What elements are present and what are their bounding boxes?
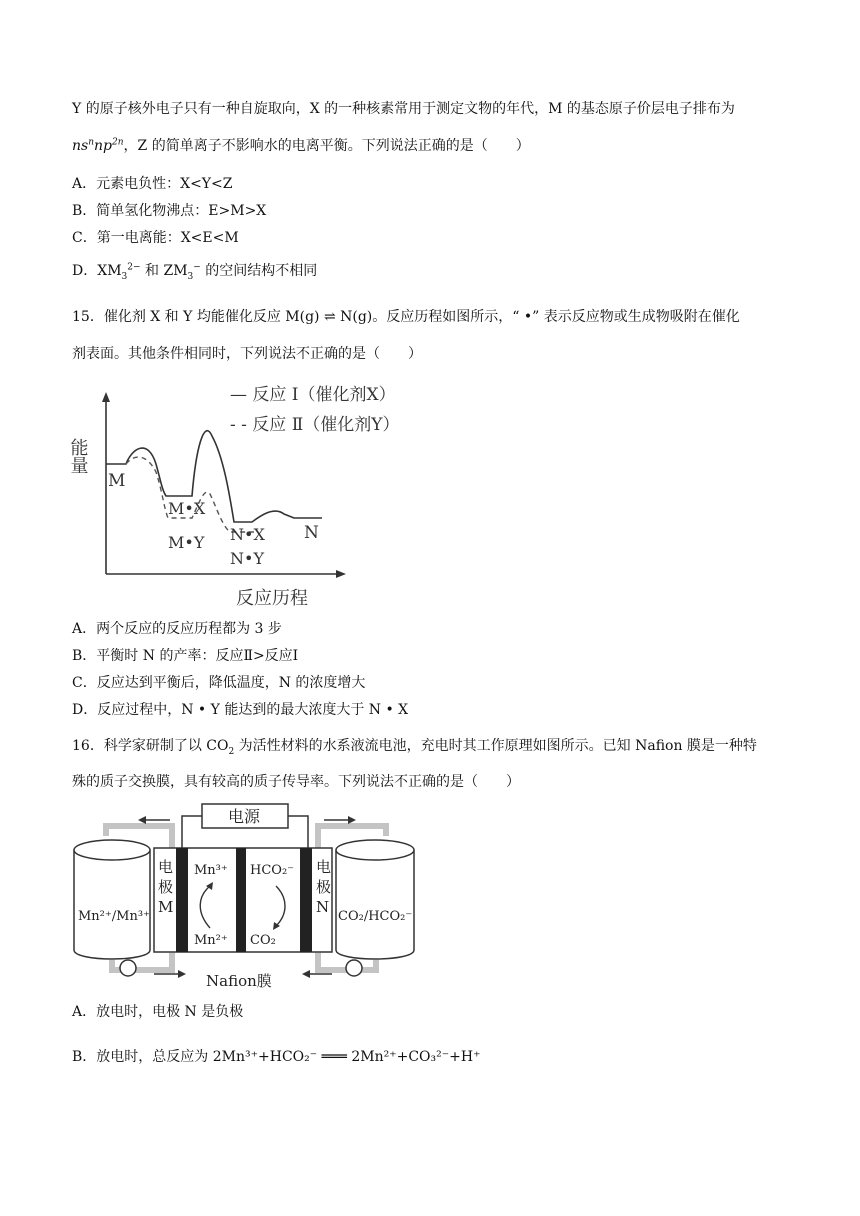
flow-battery-diagram	[70, 800, 422, 992]
species-hco2: HCO₂⁻	[250, 863, 295, 878]
svg-text:M: M	[158, 898, 174, 916]
electrode-M	[176, 848, 188, 952]
q15-reaction: M(g) ⇌ N(g)	[285, 309, 373, 325]
curve-reaction-2	[126, 457, 254, 532]
y-axis-arrow	[102, 392, 110, 402]
left-tank	[74, 850, 150, 959]
label-MY: M•Y	[168, 533, 205, 552]
q16-stem-line2: 殊的质子交换膜，具有较高的质子传导率。下列说法不正确的是（ ）	[72, 774, 520, 790]
q14-option-b: B．简单氢化物沸点：E>M>X	[72, 203, 267, 219]
svg-text:N: N	[316, 898, 330, 916]
q15-option-d: D．反应过程中，N • Y 能达到的最大浓度大于 N • X	[72, 702, 409, 718]
formula-co2: $CO_2$	[206, 738, 235, 757]
q16-option-a: A．放电时，电极 N 是负极	[72, 1004, 244, 1020]
legend-reaction-1: — 反应 Ⅰ（催化剂X）	[230, 385, 396, 405]
svg-text:极: 极	[158, 878, 174, 896]
formula-zm3: $ZM_3^-$	[163, 262, 201, 282]
q16-total-reaction: 2Mn³⁺+HCO₂⁻ ═══ 2Mn²⁺+CO₃²⁻+H⁺	[212, 1049, 481, 1065]
q15-stem-line2: 剂表面。其他条件相同时，下列说法不正确的是（ ）	[72, 346, 422, 362]
q14-option-d: D．$XM_3^{2-}$ 和 $ZM_3^-$ 的空间结构不相同	[72, 262, 318, 282]
label-M: M	[108, 471, 126, 491]
q14-config: $ns^nnp^{2n}$	[72, 137, 124, 154]
x-axis-label: 反应历程	[236, 588, 308, 609]
q15-stem-line1: 15．催化剂 X 和 Y 均能催化反应 M(g) ⇌ N(g)。反应历程如图所示，“ •” 表示反应物或生成物吸附在催化	[72, 309, 740, 325]
q16-stem-line1: 16．科学家研制了以 $CO_2$ 为活性材料的水系液流电池，充电时其工作原理如图所示。已知 Nafion 膜是一种特	[72, 738, 757, 757]
label-MX: M•X	[168, 499, 206, 518]
svg-text:电: 电	[158, 858, 174, 876]
pump-right	[346, 960, 362, 976]
species-co2: CO₂	[250, 933, 276, 948]
nafion-label: Nafion膜	[206, 972, 272, 990]
species-mn3: Mn³⁺	[194, 863, 228, 878]
svg-text:极: 极	[316, 878, 332, 896]
energy-profile-diagram	[67, 378, 430, 610]
x-axis-arrow	[336, 570, 346, 578]
electrode-N	[300, 848, 312, 952]
curve-reaction-1	[106, 431, 322, 522]
species-mn2: Mn²⁺	[194, 933, 228, 948]
q14-option-c: C．第一电离能：X<E<M	[72, 230, 239, 246]
left-tank-label: Mn²⁺/Mn³⁺	[78, 909, 150, 924]
q15-option-b: B．平衡时 N 的产率：反应Ⅱ>反应Ⅰ	[72, 648, 299, 664]
label-NY: N•Y	[230, 549, 264, 568]
legend-reaction-2: - - 反应 Ⅱ（催化剂Y）	[230, 415, 400, 435]
q15-option-c: C．反应达到平衡后，降低温度，N 的浓度增大	[72, 675, 366, 691]
power-source-label: 电源	[228, 807, 261, 826]
formula-xm3: $XM_3^{2-}$	[97, 262, 141, 282]
svg-text:电: 电	[316, 858, 332, 876]
y-axis-label: 能量	[67, 438, 89, 474]
label-N: N	[304, 523, 319, 543]
pump-left	[120, 960, 136, 976]
q15-option-a: A．两个反应的反应历程都为 3 步	[72, 621, 282, 637]
q14-option-a: A．元素电负性：X<Y<Z	[72, 176, 233, 192]
right-tank	[336, 850, 414, 959]
q14-stem-line1: Y 的原子核外电子只有一种自旋取向，X 的一种核素常用于测定文物的年代，M 的基态原子价层电子排布为	[72, 101, 735, 117]
q14-stem-line2: $ns^nnp^{2n}$，Z 的简单离子不影响水的电离平衡。下列说法正确的是（ ）	[72, 137, 530, 154]
q16-option-b: B．放电时，总反应为 2Mn³⁺+HCO₂⁻ ═══ 2Mn²⁺+CO₃²⁻+H⁺	[72, 1049, 481, 1065]
right-tank-label: CO₂/HCO₂⁻	[338, 909, 413, 924]
nafion-membrane	[236, 848, 246, 952]
label-NX: N•X	[230, 525, 265, 544]
